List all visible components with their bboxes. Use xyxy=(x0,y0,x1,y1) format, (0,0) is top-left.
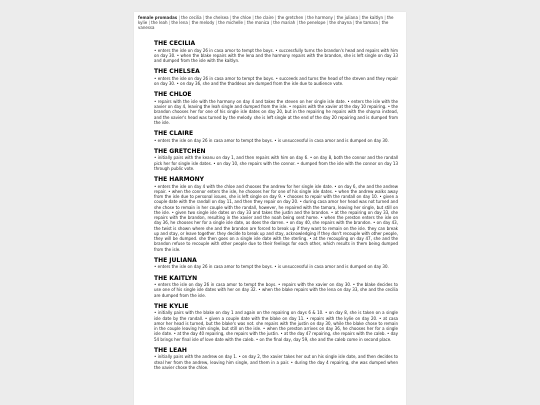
document-page xyxy=(134,12,406,405)
header-link[interactable]: the gretchen xyxy=(277,15,304,20)
header-link[interactable]: the cecilia xyxy=(181,15,202,20)
header-link[interactable]: the leah xyxy=(151,20,168,25)
header-separator: | xyxy=(377,20,382,25)
section-text: • enters the isle on day 26 in casa amor to tempt the boys. • successfully turns the brandon's head and repairs with him on day 30. • when the blake repairs with the lena and the harmony repairs with the brandon, she is left single on day 33 and dumped from the isle with the kaitlyn. xyxy=(154,47,398,63)
section-title: THE CHELSEA xyxy=(154,68,200,76)
section-text: • enters the isle on day 26 in casa amor to tempt the boys. • succeeds and turns the head of the steven and they repair on day 30. • on day 36, she and the thaddeus are dumped from the isle due to audience vote. xyxy=(154,75,398,86)
header-separator: | xyxy=(295,20,300,25)
header-separator: | xyxy=(383,15,387,20)
header-separator: | xyxy=(243,20,247,25)
header-link[interactable]: the juliana xyxy=(336,15,358,20)
section-title: THE HARMONY xyxy=(154,176,205,183)
header-link[interactable]: the michelle xyxy=(218,20,244,25)
section-text: • enters the isle on day 26 in casa amor to tempt the boys. • is unsuccessful in casa amor and is dumped on day 30. xyxy=(154,264,389,270)
header-link[interactable]: the penelope xyxy=(299,20,326,25)
section xyxy=(154,68,398,86)
header-separator: | xyxy=(178,15,182,20)
header-separator: | xyxy=(325,20,330,25)
header-label: female promadas xyxy=(138,15,178,20)
header-separator: | xyxy=(214,20,219,25)
section-text: • initially pairs with the keanu on day 1, and then repairs with him on day 6. • on day 8, both the connor and the randall pick her for single isle dates. • on day 10, she repairs with the connor. • dumped from the isle with the connor on day 13 through public vote. xyxy=(154,155,398,171)
header-link[interactable]: the lena xyxy=(171,20,188,25)
header-separator: | xyxy=(187,20,192,25)
header-link[interactable]: the tamara xyxy=(355,20,378,25)
section xyxy=(154,275,398,298)
section-text: • initially pairs with the blake on day 1 and again on the repairing on days 6 & 10. • on day 8, she is taken on a single isle date by the randall. • given a couple date with the blake on day 11. • repairs with the kylie on day 20. • at casa amor her head is turned, but the blake's was not. she repairs with the justin on day 30, while the blake chose to remain in the couple leaving him single, but still on the isle. • when the preston arrives on day 36, he chooses her for a single isle date. • at the day 40 repairing, she repairs with the justin. • at the day 47 repairing, she repairs with the caleb. • day 54 brings her final isle of love date with the caleb. • on the final day, day 59, she and the caleb come in second place. xyxy=(154,310,398,342)
header-separator: | xyxy=(351,20,356,25)
section xyxy=(154,148,398,171)
section xyxy=(154,176,398,252)
header-link[interactable]: the chloe xyxy=(232,15,252,20)
header-link[interactable]: the mariah xyxy=(273,20,296,25)
header-separator: | xyxy=(269,20,274,25)
header-separator: | xyxy=(332,15,337,20)
section-title: THE KAITLYN xyxy=(154,274,198,282)
section xyxy=(154,303,398,342)
header-separator: | xyxy=(201,15,206,20)
section xyxy=(154,40,398,63)
section xyxy=(154,347,398,370)
section-title: THE KYLIE xyxy=(154,302,189,310)
section-title: THE GRETCHEN xyxy=(154,147,206,155)
section xyxy=(154,257,398,270)
section-title: THE JULIANA xyxy=(154,256,197,264)
section-text: • repairs with the isle with the harmony on day 4 and takes the steven on her single isle date. • enters the isle with the xavier on day 4, leaving the leah single and dumped from the isle. • repairs with the xavier at the day 10 repairing. • the brandon chooses her for one of his single isle dates on day 20, but in the repairing he repairs with the shayna instead, and the xavier's head was turned by the melody. she is left single at the end of the day 20 repairing and is dumped from the isle. xyxy=(154,98,398,125)
section-title: THE CECILIA xyxy=(154,40,196,47)
section-text: • enters the isle on day 4 with the chloe and chooses the andrew for her single isle date. • on day 6, she and the andrew repair. • when the connor enters the isle, he chooses her for one of his single isle dates. • when the andrew walks away from the isle due to personal issues, she is left single on day 9. • chooses to repair with the randall on day 10. • given a couple date with the randall on day 11, and then they repair on day 20. • during casa amor her head was not turned and she chose to remain in her couple with the randall, however, he repaired with the tamara, leaving her single, but still on the isle. • given two single isle dates on day 33 and takes the justin and the brandon. • at the repairing on day 33, she repairs with the brandon, resulting in the xavier and the noah being sent home. • when the preston enters the isle on day 36, he chooses her for a single isle date, as does the darren. • on day 40, she repairs with the brandon. • on day 43, the twist is shown where she and the brandon are forced to break up if they want to remain on the isle. they can break up and stay, or leave together. they decide to break up and stay, acknowledging if they don't recouple with other people, they will be dumped. she then goes on a single isle date with the sterling. • at the recoupling on day 47, she and the brandon refuse to recouple with other people due to their feelings for each other, which results in them being dumped from the isle. xyxy=(154,183,398,252)
header-separator: | xyxy=(228,15,233,20)
section-title: THE LEAH xyxy=(154,346,187,354)
section-text: • enters the isle on day 26 in casa amor to tempt the boys. • repairs with the xavier on day 30. • the blake decides to use one of his single isle dates with her on day 32. • when the blake repairs with the lena on day 33, she and the cecilia are dumped from the isle. xyxy=(154,282,398,298)
section-title: THE CLAIRE xyxy=(154,130,194,137)
header-separator: | xyxy=(147,20,152,25)
header-link[interactable]: the kaitlyn xyxy=(361,15,384,20)
section-text: • enters the isle on day 26 in casa amor to tempt the boys. • is unsuccessful in casa amor and is dumped on day 30. xyxy=(154,137,389,143)
header-separator: | xyxy=(167,20,172,25)
header-separator: | xyxy=(357,15,362,20)
header-link[interactable]: the monica xyxy=(246,20,270,25)
header-link[interactable]: the chelsea xyxy=(205,15,229,20)
header-link[interactable]: the claire xyxy=(255,15,274,20)
header-link[interactable]: the vanessa xyxy=(138,20,389,30)
section xyxy=(154,130,398,143)
header-link[interactable]: the harmony xyxy=(307,15,333,20)
header-separator: | xyxy=(303,15,308,20)
section-title: THE CHLOE xyxy=(154,91,192,99)
header-link[interactable]: the melody xyxy=(191,20,215,25)
section xyxy=(154,91,398,125)
header-separator: | xyxy=(251,15,255,20)
header-links xyxy=(138,15,394,30)
header-link[interactable]: the kylie xyxy=(138,15,394,25)
page-header xyxy=(138,15,402,30)
header-separator: | xyxy=(273,15,278,20)
header-link[interactable]: the shayna xyxy=(329,20,352,25)
section-text: • initially pairs with the andrew on day 1. • on day 2, the xavier takes her out on his single isle date, and then decides to steal her from the andrew, leaving him single, and them in a pair. • during the day 4 repairing, she was dumped when the xavier chose the chloe. xyxy=(154,354,398,370)
document-content xyxy=(154,40,398,370)
